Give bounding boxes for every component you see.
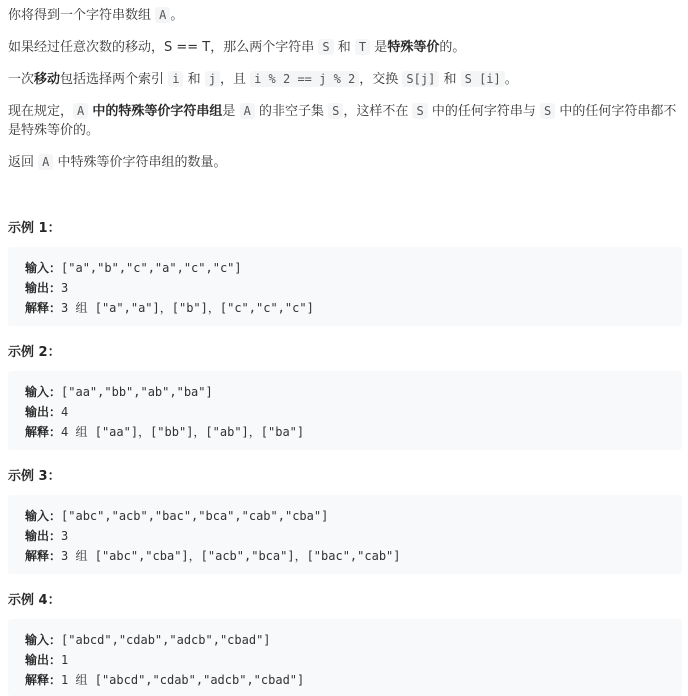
input-label: 输入：	[25, 261, 62, 275]
bold-text: 移动	[34, 72, 61, 87]
example-1-box	[8, 247, 682, 326]
input-value: ["aa","bb","ab","ba"]	[61, 385, 213, 399]
example-2-box	[8, 371, 682, 450]
text: 。	[170, 8, 184, 23]
inline-code: i	[168, 71, 183, 87]
output-value: 1	[61, 653, 69, 667]
explain-groups: ["a","a"]，["b"]，["c","c","c"]	[94, 301, 314, 315]
inline-code: S[j]	[402, 71, 439, 87]
inline-code: j	[205, 71, 220, 87]
input-value: ["a","b","c","a","c","c"]	[61, 261, 242, 275]
explain-count: 4	[61, 425, 69, 439]
example-explain-line	[25, 299, 314, 316]
example-output-line	[25, 279, 68, 296]
explain-label: 解释：	[25, 301, 62, 315]
example-input-line	[25, 631, 271, 648]
example-explain-line	[25, 671, 304, 688]
text: 你将得到一个字符串数组	[8, 8, 152, 23]
output-label: 输出：	[25, 281, 62, 295]
bold-text: 中的特殊等价字符串组	[92, 104, 223, 119]
group-word: 组	[75, 549, 88, 563]
group-word: 组	[75, 301, 88, 315]
example-explain-line	[25, 423, 304, 440]
text: 和	[443, 72, 457, 87]
inline-code: S	[328, 103, 343, 119]
intro-paragraph-3	[8, 70, 518, 89]
intro-paragraph-5	[8, 153, 227, 172]
explain-count: 3	[61, 301, 69, 315]
text: 是	[222, 104, 236, 119]
text: 是	[374, 40, 388, 55]
text: 和	[187, 72, 201, 87]
inline-code: A	[38, 154, 53, 170]
text: 现在规定，	[8, 104, 74, 119]
text: 如果经过任意次数的移动，S == T，那么两个字符串	[8, 40, 315, 55]
text: 返回	[8, 155, 35, 170]
explain-count: 1	[61, 673, 69, 687]
intro-paragraph-1	[8, 6, 183, 25]
explain-groups: ["abcd","cdab","adcb","cbad"]	[94, 673, 305, 687]
input-label: 输入：	[25, 385, 62, 399]
group-word: 组	[75, 425, 88, 439]
inline-code: S	[318, 39, 333, 55]
inline-code: A	[155, 7, 170, 23]
example-input-line	[25, 383, 213, 400]
example-output-line	[25, 651, 68, 668]
explain-label: 解释：	[25, 549, 62, 563]
text: 一次	[8, 72, 35, 87]
inline-code: S [i]	[461, 71, 505, 87]
output-value: 3	[61, 529, 69, 543]
example-explain-line	[25, 547, 401, 564]
output-label: 输出：	[25, 405, 62, 419]
text: 和	[337, 40, 351, 55]
text: ，且	[219, 72, 246, 87]
intro-paragraph-4	[8, 102, 682, 140]
output-label: 输出：	[25, 653, 62, 667]
inline-code: S	[540, 103, 555, 119]
text: 的非空子集	[258, 104, 324, 119]
inline-code: T	[355, 39, 370, 55]
example-2-title: 示例 2：	[8, 345, 61, 360]
explain-groups: ["aa"]，["bb"]，["ab"]，["ba"]	[94, 425, 305, 439]
text: 包括选择两个索引	[60, 72, 165, 87]
text: 。	[504, 72, 518, 87]
text: 中特殊等价字符串组的数量。	[57, 155, 227, 170]
input-value: ["abcd","cdab","adcb","cbad"]	[61, 633, 271, 647]
input-value: ["abc","acb","bac","bca","cab","cba"]	[61, 509, 329, 523]
input-label: 输入：	[25, 509, 62, 523]
inline-code: i % 2 == j % 2	[250, 71, 359, 87]
text: ，交换	[359, 72, 399, 87]
example-4-box	[8, 619, 682, 696]
text: 中的任何字符串都不是特殊等价的。	[8, 104, 677, 138]
explain-label: 解释：	[25, 425, 62, 439]
output-label: 输出：	[25, 529, 62, 543]
text: 的。	[439, 40, 466, 55]
example-1-title: 示例 1：	[8, 221, 61, 236]
example-output-line	[25, 403, 68, 420]
example-output-line	[25, 527, 68, 544]
output-value: 3	[61, 281, 69, 295]
example-4-title: 示例 4：	[8, 593, 61, 608]
text: ，这样不在	[343, 104, 409, 119]
bold-text: 特殊等价	[387, 40, 440, 55]
text: 中的任何字符串与	[431, 104, 536, 119]
example-3-title: 示例 3：	[8, 469, 61, 484]
example-3-box	[8, 495, 682, 574]
example-input-line	[25, 259, 242, 276]
intro-paragraph-2	[8, 38, 465, 57]
inline-code: S	[412, 103, 427, 119]
output-value: 4	[61, 405, 69, 419]
group-word: 组	[75, 673, 88, 687]
example-input-line	[25, 507, 328, 524]
explain-label: 解释：	[25, 673, 62, 687]
input-label: 输入：	[25, 633, 62, 647]
explain-groups: ["abc","cba"]，["acb","bca"]，["bac","cab"]	[94, 549, 401, 563]
inline-code: A	[73, 103, 88, 119]
explain-count: 3	[61, 549, 69, 563]
inline-code: A	[240, 103, 255, 119]
